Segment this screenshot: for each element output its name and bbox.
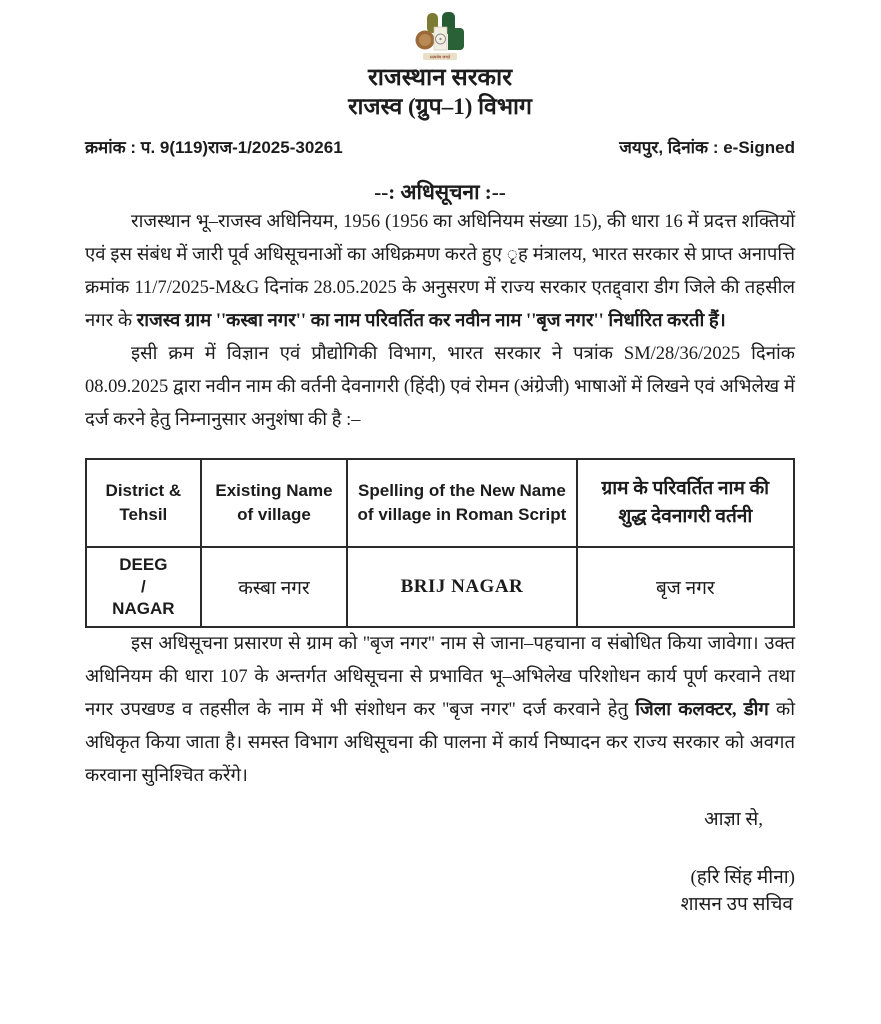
signatory-designation: शासन उप सचिव — [680, 894, 793, 916]
district-separator: / — [140, 576, 146, 596]
tehsil-line: NAGAR — [112, 599, 175, 619]
cell-roman-spelling: BRIJ NAGAR — [347, 547, 576, 627]
signatory-name: (हरि सिंह मीना) — [690, 866, 795, 888]
by-order-text: आज्ञा से, — [704, 809, 763, 831]
header-devanagari-spelling: ग्राम के परिवर्तित नाम की शुद्ध देवनागरी वर्तनी — [577, 459, 794, 547]
header-existing-name: Existing Name of village — [201, 459, 348, 547]
emblem-motto-text: सत्यमेव जयते — [429, 54, 451, 60]
department-name: राजस्व (ग्रुप–1) विभाग — [348, 94, 532, 120]
reference-number: क्रमांक : प. 9(119)राज-1/2025-30261 — [85, 137, 343, 157]
paragraph-spelling-recommendation: इसी क्रम में विज्ञान एवं प्रौद्योगिकी विभाग, भारत सरकार ने पत्रांक SM/28/36/2025 दिनांक 08.09.2025 द्वारा नवीन नाम की वर्तनी देवनागरी (हिंदी) एवं रोमन (अंग्रेजी) भाषाओं में लिखने एवं अभिलेख में दर्ज करने हेतु निम्नानुसार अनुशंषा की है :– — [85, 343, 795, 430]
reference-row — [85, 135, 795, 158]
cell-existing-name: कस्बा नगर — [201, 547, 348, 627]
cell-district-tehsil — [86, 547, 201, 627]
signature-block — [85, 807, 795, 918]
table-header-row — [86, 459, 794, 547]
table-row — [86, 547, 794, 627]
paragraph-enforcement: इस अधिसूचना प्रसारण से ग्राम को ''बृज नगर'' नाम से जाना–पहचाना व संबोधित किया जावेगा। उक्त अधिनियम की धारा 107 के अन्तर्गत अधिसूचना से प्रभावित भू–अभिलेख परिशोधन कार्य पूर्ण करवाने तथा नगर उपखण्ड व तहसील के नाम में भी संशोधन कर ''बृज नगर'' दर्ज करवाने हेतु जिला कलक्टर, डीग को अधिकृत किया जाता है। समस्त विभाग अधिसूचना की पालना में कार्य निष्पादन कर राज्य सरकार को अवगत करवाना सुनिश्चित करेंगे। — [85, 634, 796, 787]
village-rename-table — [85, 458, 795, 628]
district-line: DEEG — [119, 554, 168, 574]
national-emblem-icon — [412, 10, 468, 62]
place-and-date: जयपुर, दिनांक : e-Signed — [619, 137, 795, 157]
header-district-tehsil: District & Tehsil — [86, 459, 201, 547]
document-masthead — [85, 10, 795, 121]
header-roman-spelling: Spelling of the New Name of village in Roman Script — [347, 459, 576, 547]
paragraph-act-powers: राजस्थान भू–राजस्व अधिनियम, 1956 (1956 का अधिनियम संख्या 15), की धारा 16 में प्रदत्त शक्तियों एवं इस संबंध में जारी पूर्व अधिसूचनाओं का अधिक्रमण करते हुए ृह मंत्रालय, भारत सरकार से प्राप्त अनापत्ति क्रमांक 11/7/2025-M&G दिनांक 28.05.2025 के अनुसरण में राज्य सरकार एतद्द्वारा डीग जिले की तहसील नगर के राजस्व ग्राम ''कस्बा नगर'' का नाम परिवर्तित कर नवीन नाम ''बृज नगर'' निर्धारित करती हैं। — [85, 211, 795, 331]
cell-devanagari-spelling: बृज नगर — [577, 547, 794, 627]
notification-title: --: अधिसूचना :-- — [374, 179, 506, 204]
government-name: राजस्थान सरकार — [367, 65, 513, 91]
